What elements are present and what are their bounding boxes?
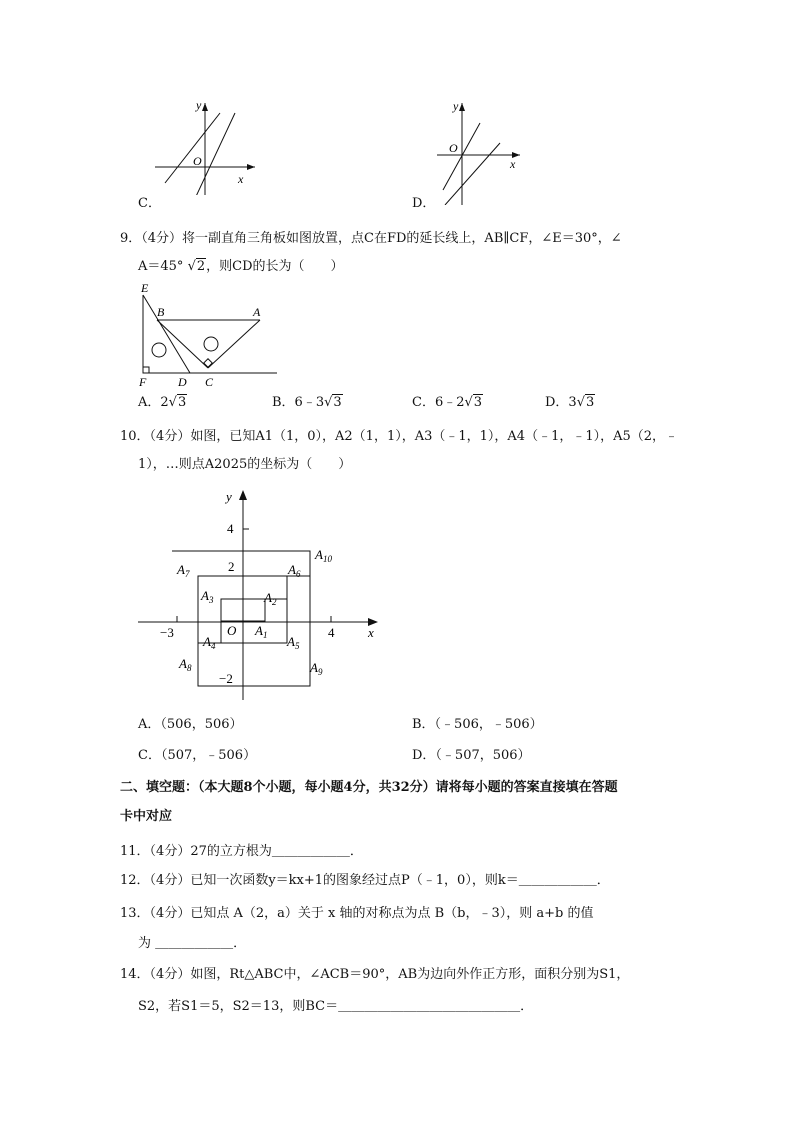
q10-label-a1: $A_1$ (255, 623, 268, 640)
q10-label-a10: $A_{10}$ (315, 547, 332, 564)
q10-axis-y: y (226, 489, 232, 504)
q9-pt-f: F (139, 375, 147, 389)
q14-stem-line2: S2，若S1＝5，S2＝13，则BC＝＿＿＿＿＿＿＿＿＿＿＿＿＿＿． (138, 999, 534, 1014)
q10-option-a[interactable]: A．（506，506） (138, 717, 243, 732)
q9-option-d[interactable]: D．3√3 (545, 395, 595, 410)
q10-tick-yneg2: −2 (219, 671, 233, 686)
q9-option-c[interactable]: C．6﹣2√3 (412, 395, 483, 410)
q8-option-c-label: C． (138, 196, 161, 211)
q13-stem-line1: 13．（4分）已知点 A（2，a）关于 x 轴的对称点为点 B（b，﹣3），则 a+b 的值 (120, 906, 594, 921)
q10-label-a3: $A_3$ (201, 588, 214, 605)
q10-origin: O (227, 623, 237, 638)
q10-label-a4: $A_4$ (203, 634, 216, 651)
section2-heading-line1: 二、填空题：（本大题8个小题，每小题4分，共32分）请将每小题的答案直接填在答题 (120, 780, 618, 795)
q13-stem-line2: 为 ＿＿＿＿＿＿． (138, 936, 247, 951)
q10-option-c[interactable]: C．（507，﹣506） (138, 748, 257, 763)
q10-label-a2: $A_2$ (264, 590, 277, 607)
q10-tick-xneg3: −3 (160, 625, 174, 640)
section2-heading-line2: 卡中对应 (120, 809, 173, 824)
q10-label-a5: $A_5$ (287, 634, 300, 651)
q10-tick-y2: 2 (228, 559, 235, 574)
q8d-axis-x: x (510, 157, 516, 171)
q10-label-a9: $A_9$ (310, 660, 323, 677)
q10-tick-y4: 4 (227, 521, 234, 536)
q9-sqrt-2: √2 (187, 259, 206, 274)
q9-pt-b: B (157, 305, 165, 319)
q9-pt-e: E (141, 281, 149, 295)
q9-stem-line2 (138, 258, 344, 276)
q9-option-a[interactable]: A．2√3 (138, 395, 187, 410)
q10-option-b[interactable]: B．（﹣506，﹣506） (412, 717, 543, 732)
q9-pt-c: C (205, 375, 214, 389)
q11-stem: 11．（4分）27的立方根为＿＿＿＿＿＿． (120, 844, 363, 859)
q10-stem-line2: 1），…则点A2025的坐标为（ ） (138, 457, 352, 472)
q8c-origin: O (193, 154, 202, 168)
q10-tick-x4: 4 (328, 625, 335, 640)
q9-pt-a: A (253, 305, 261, 319)
q9-pt-d: D (178, 375, 187, 389)
q10-stem-line1: 10．（4分）如图，已知A1（1，0），A2（1，1），A3（﹣1，1），A4（﹣1，﹣1），A5（2，﹣ (120, 429, 679, 444)
q10-option-d[interactable]: D．（﹣507，506） (412, 748, 531, 763)
q14-stem-line1: 14．（4分）如图，Rt△ABC中，∠ACB＝90°，AB为边向外作正方形，面积分别为S1， (120, 967, 630, 982)
q8d-origin: O (449, 141, 458, 155)
q9-option-b[interactable]: B．6﹣3√3 (272, 395, 342, 410)
q12-stem: 12．（4分）已知一次函数y＝kx+1的图象经过点P（﹣1，0），则k＝＿＿＿＿＿＿． (120, 873, 610, 888)
q8-graph-d (425, 95, 545, 205)
q10-label-a6: $A_6$ (288, 562, 301, 579)
q10-label-a8: $A_8$ (179, 656, 192, 673)
q10-label-a7: $A_7$ (177, 562, 190, 579)
q9-figure (135, 280, 285, 390)
q10-axis-x: x (368, 625, 374, 640)
q9-angle-a: A＝45° (138, 259, 184, 274)
q8-graph-c (150, 95, 270, 195)
q9-stem-tail: ，则CD的长为（ ） (206, 259, 344, 274)
q8d-axis-y: y (453, 99, 459, 113)
q9-stem-line1: 9．（4分）将一副直角三角板如图放置，点C在FD的延长线上，AB∥CF，∠E＝30°，∠ (120, 231, 622, 246)
q10-figure (130, 485, 390, 705)
q8-option-d-label: D． (412, 196, 436, 211)
q8c-axis-y: y (196, 98, 202, 112)
q8c-axis-x: x (238, 172, 244, 186)
